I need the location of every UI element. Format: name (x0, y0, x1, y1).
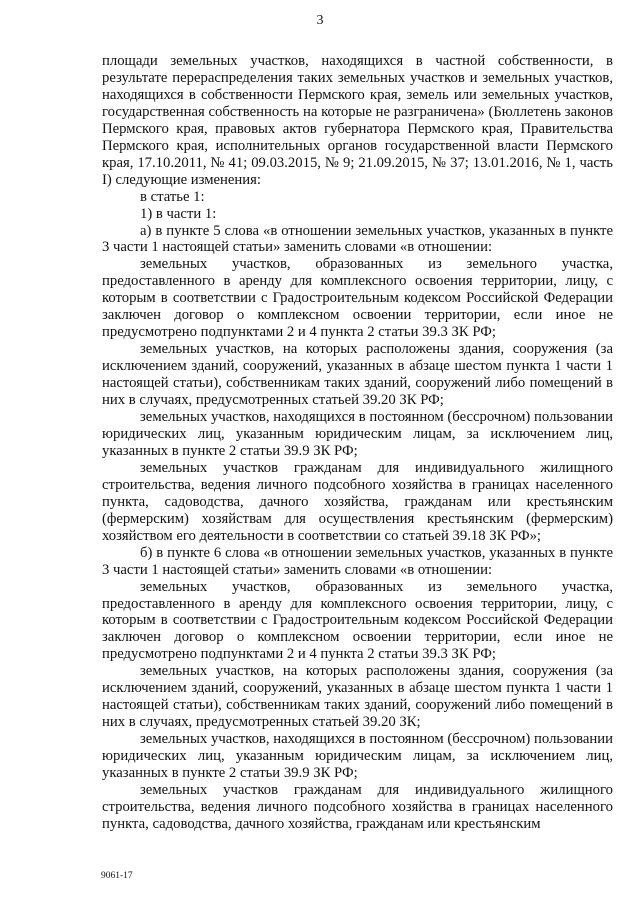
paragraph-3: 1) в части 1: (140, 205, 217, 222)
paragraph-9: б) в пункте 6 слова «в отношении земельных участков, указанных в пункте 3 части 1 настоящей статьи» заменить словами «в отношении: (102, 544, 613, 578)
paragraph-13: земельных участков гражданам для индивидуального жилищного строительства, ведения личного подсобного хозяйства в границах населенного пункта, садоводства, дачного хозяйства, гражданам или крестьянским (102, 781, 613, 832)
paragraph-12: земельных участков, находящихся в постоянном (бессрочном) пользовании юридических лиц, указанным юридическим лицам, за исключением лиц, указанных в пункте 2 статьи 39.9 ЗК РФ; (102, 731, 613, 782)
paragraph-7: земельных участков, находящихся в постоянном (бессрочном) пользовании юридических лиц, указанным юридическим лицам, за исключением лиц, указанных в пункте 2 статьи 39.9 ЗК РФ; (102, 409, 613, 459)
page-number: 3 (316, 13, 324, 28)
paragraph-11: земельных участков, на которых расположены здания, сооружения (за исключением зданий, сооружений, указанных в абзаце шестом пункта 1 части 1 настоящей статьи), собственникам таких зданий, сооружений либо помещений в них в случаях, предусмотренных статьей 39.20 ЗК; (102, 663, 613, 731)
document-code: 9061-17 (101, 871, 133, 881)
paragraph-10: земельных участков, образованных из земельного участка, предоставленного в аренду для комплексного освоения территории, лицу, с которым в соответствии с Градостроительным кодексом Российской Федерации заключен договор о комплексном освоении территории, если иное не предусмотрено подпунктами 2 и 4 пункта 2 статьи 39.3 ЗК РФ; (102, 578, 613, 663)
paragraph-2: в статье 1: (140, 188, 205, 205)
document-body (102, 53, 613, 833)
paragraph-4: а) в пункте 5 слова «в отношении земельных участков, указанных в пункте 3 части 1 настоящей статьи» заменить словами «в отношении: (102, 222, 613, 256)
paragraph-1: площади земельных участков, находящихся в частной собственности, в результате перераспределения таких земельных участков и земельных участков, находящихся в собственности Пермского края, земель или земельных участков, государственная собственность на которые не разграничена» (Бюллетень законов Пермского края, правовых актов губернатора Пермского края, Правительства Пермского края, исполнительных органов государственной власти Пермского края, 17.10.2011, № 41; 09.03.2015, № 9; 21.09.2015, № 37; 13.01.2016, № 1, часть I) следующие изменения: (102, 53, 613, 188)
paragraph-8: земельных участков гражданам для индивидуального жилищного строительства, ведения личного подсобного хозяйства в границах населенного пункта, садоводства, дачного хозяйства, гражданам или крестьянским (фермерским) хозяйствам для осуществления крестьянским (фермерским) хозяйством его деятельности в соответствии со статьей 39.18 ЗК РФ»; (102, 459, 613, 544)
paragraph-6: земельных участков, на которых расположены здания, сооружения (за исключением зданий, сооружений, указанных в абзаце шестом пункта 1 части 1 настоящей статьи), собственникам таких зданий, сооружений либо помещений в них в случаях, предусмотренных статьей 39.20 ЗК РФ; (102, 341, 613, 409)
paragraph-5: земельных участков, образованных из земельного участка, предоставленного в аренду для комплексного освоения территории, лицу, с которым в соответствии с Градостроительным кодексом Российской Федерации заключен договор о комплексном освоении территории, если иное не предусмотрено подпунктами 2 и 4 пункта 2 статьи 39.3 ЗК РФ; (102, 256, 613, 341)
